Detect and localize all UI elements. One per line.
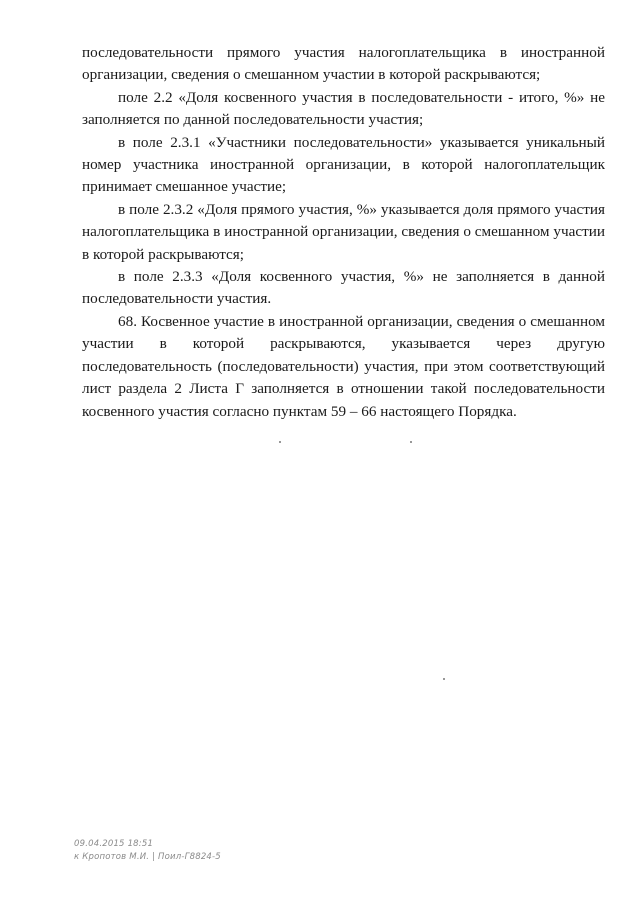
paragraph-field-2-2: поле 2.2 «Доля косвенного участия в последовательности - итого, %» не заполняется по данной последовательности участия; xyxy=(82,88,605,129)
scan-speck xyxy=(443,678,445,680)
paragraph-field-2-3-1: в поле 2.3.1 «Участники последовательности» указывается уникальный номер участника иностранной организации, в которой налогоплательщик принимает смешанное участие; xyxy=(82,133,605,196)
paragraph-field-2-3-3: в поле 2.3.3 «Доля косвенного участия, %» не заполняется в данной последовательности участия. xyxy=(82,268,605,308)
document-body xyxy=(82,42,605,423)
footer-timestamp: 09.04.2015 18:51 xyxy=(74,839,154,849)
footer-stamp xyxy=(74,838,221,864)
scan-speck xyxy=(279,441,281,443)
scan-speck xyxy=(410,441,412,443)
paragraph-field-2-3-2: в поле 2.3.2 «Доля прямого участия, %» указывается доля прямого участия налогоплательщика в иностранной организации, сведения о смешанном участии в которой раскрываются; xyxy=(82,200,605,263)
footer-document-id: к Кропотов М.И. | Поил-Г8824-5 xyxy=(74,852,221,862)
paragraph-item-68: 68. Косвенное участие в иностранной организации, сведения о смешанном участии в которой раскрываются, указывается через другую последовательность (последовательности) участия, при этом соответствующий лист раздела 2 Листа Г заполняется в отношении такой последовательности косвенного участия согласно пунктам 59 – 66 настоящего Порядка. xyxy=(82,312,605,420)
paragraph-continuation: последовательности прямого участия налогоплательщика в иностранной организации, сведения о смешанном участии в которой раскрываются; xyxy=(82,44,605,84)
